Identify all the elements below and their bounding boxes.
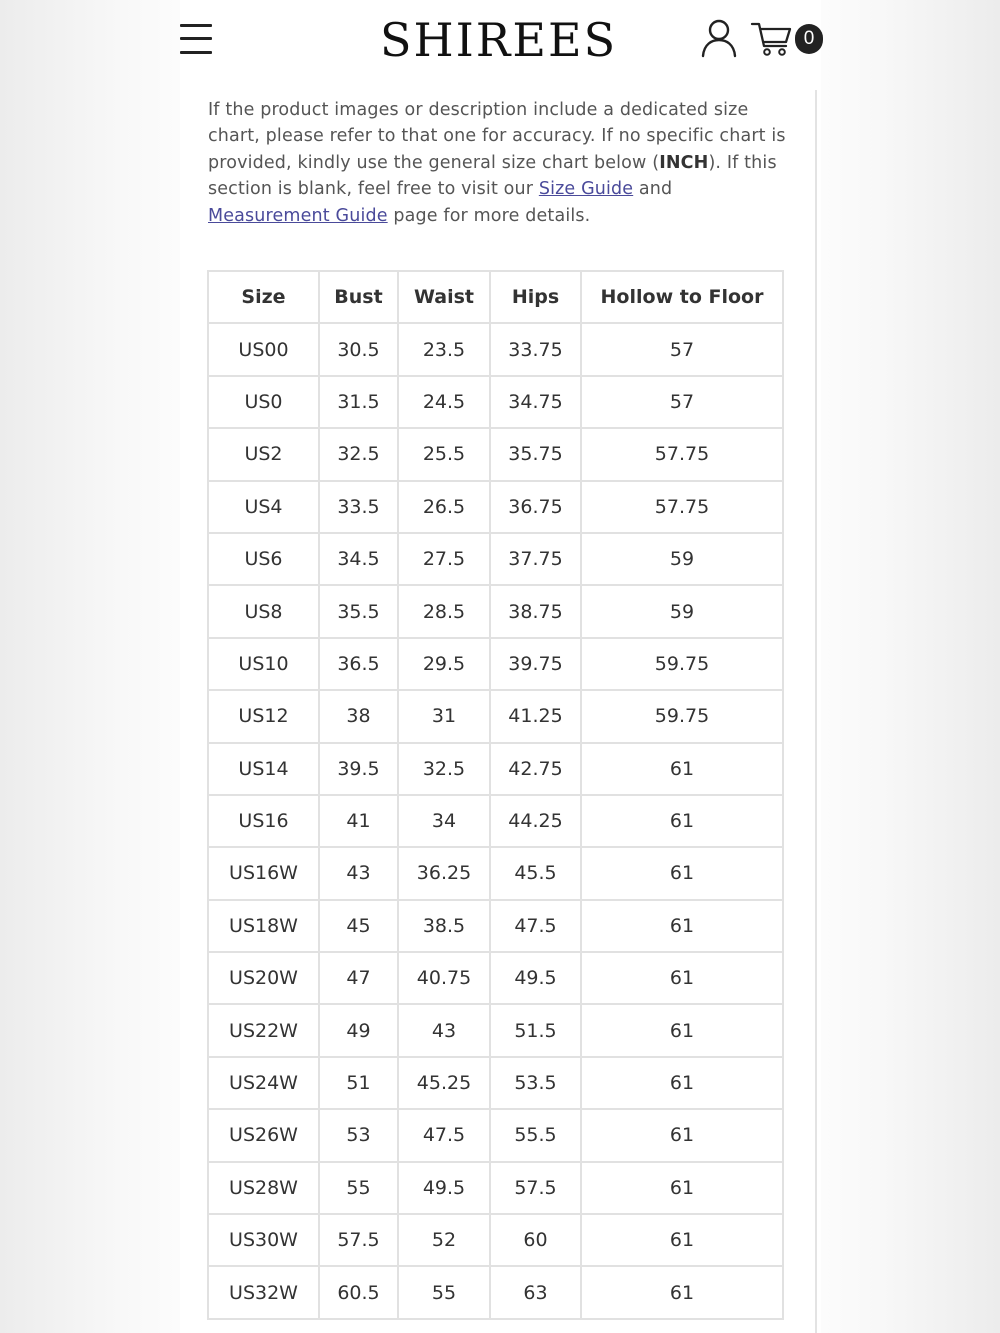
cell-hollow-to-floor: 61 [581, 952, 783, 1004]
cell-waist: 27.5 [398, 533, 490, 585]
cell-bust: 53 [319, 1109, 398, 1161]
cart-count-badge: 0 [795, 24, 823, 54]
cell-hollow-to-floor: 61 [581, 795, 783, 847]
cell-waist: 34 [398, 795, 490, 847]
cell-hips: 60 [490, 1214, 581, 1266]
cell-size: US26W [208, 1109, 319, 1161]
cell-bust: 51 [319, 1057, 398, 1109]
cell-hollow-to-floor: 59 [581, 533, 783, 585]
cell-hollow-to-floor: 61 [581, 900, 783, 952]
cell-hollow-to-floor: 61 [581, 1109, 783, 1161]
table-row [208, 1004, 783, 1056]
column-header-bust: Bust [319, 271, 398, 323]
cell-size: US22W [208, 1004, 319, 1056]
cell-waist: 28.5 [398, 585, 490, 637]
cell-hollow-to-floor: 59.75 [581, 690, 783, 742]
cell-size: US18W [208, 900, 319, 952]
cell-bust: 34.5 [319, 533, 398, 585]
column-header-hips: Hips [490, 271, 581, 323]
cell-waist: 45.25 [398, 1057, 490, 1109]
cell-size: US28W [208, 1162, 319, 1214]
cell-hips: 41.25 [490, 690, 581, 742]
table-row [208, 376, 783, 428]
table-row [208, 1057, 783, 1109]
cell-hollow-to-floor: 57.75 [581, 481, 783, 533]
table-row [208, 1266, 783, 1318]
scrollbar[interactable] [815, 90, 817, 1333]
table-row [208, 743, 783, 795]
cell-hips: 33.75 [490, 323, 581, 375]
table-row [208, 1162, 783, 1214]
cell-bust: 55 [319, 1162, 398, 1214]
site-header [180, 0, 821, 80]
intro-text-1: If the product images or description include a dedicated size chart, please refer to that one for accuracy. If no specific chart is provided, kindly use the general size chart below ( [208, 100, 786, 173]
cell-bust: 60.5 [319, 1266, 398, 1318]
column-header-waist: Waist [398, 271, 490, 323]
cell-size: US4 [208, 481, 319, 533]
cell-hips: 45.5 [490, 847, 581, 899]
cart-icon[interactable] [750, 18, 794, 58]
cell-hips: 42.75 [490, 743, 581, 795]
cell-size: US00 [208, 323, 319, 375]
size-chart-intro [208, 97, 793, 229]
cell-hips: 51.5 [490, 1004, 581, 1056]
cell-hips: 57.5 [490, 1162, 581, 1214]
measurement-guide-link[interactable]: Measurement Guide [208, 205, 388, 226]
cell-hips: 49.5 [490, 952, 581, 1004]
table-row [208, 795, 783, 847]
cell-waist: 55 [398, 1266, 490, 1318]
cell-size: US2 [208, 428, 319, 480]
cell-bust: 45 [319, 900, 398, 952]
cell-hips: 55.5 [490, 1109, 581, 1161]
cell-bust: 30.5 [319, 323, 398, 375]
cell-hollow-to-floor: 61 [581, 1057, 783, 1109]
cell-waist: 26.5 [398, 481, 490, 533]
table-row [208, 638, 783, 690]
cell-size: US12 [208, 690, 319, 742]
cell-bust: 49 [319, 1004, 398, 1056]
cell-hollow-to-floor: 61 [581, 1266, 783, 1318]
table-row [208, 323, 783, 375]
size-guide-link[interactable]: Size Guide [538, 179, 634, 200]
cell-bust: 47 [319, 952, 398, 1004]
cell-size: US30W [208, 1214, 319, 1266]
cell-bust: 32.5 [319, 428, 398, 480]
cell-hollow-to-floor: 59 [581, 585, 783, 637]
cell-waist: 49.5 [398, 1162, 490, 1214]
cell-size: US0 [208, 376, 319, 428]
unit-label: INCH [659, 152, 709, 173]
cell-waist: 40.75 [398, 952, 490, 1004]
cell-hips: 35.75 [490, 428, 581, 480]
cell-waist: 43 [398, 1004, 490, 1056]
cell-hips: 36.75 [490, 481, 581, 533]
cell-waist: 29.5 [398, 638, 490, 690]
cell-size: US32W [208, 1266, 319, 1318]
table-row [208, 481, 783, 533]
table-body [208, 323, 783, 1318]
cell-waist: 24.5 [398, 376, 490, 428]
cell-waist: 36.25 [398, 847, 490, 899]
table-row [208, 533, 783, 585]
cell-hips: 37.75 [490, 533, 581, 585]
column-header-hollow-to-floor: Hollow to Floor [581, 271, 783, 323]
cell-hips: 63 [490, 1266, 581, 1318]
intro-text-4: page for more details. [387, 205, 591, 226]
cell-size: US6 [208, 533, 319, 585]
cell-waist: 31 [398, 690, 490, 742]
table-row [208, 952, 783, 1004]
account-icon[interactable] [700, 18, 738, 58]
cell-size: US24W [208, 1057, 319, 1109]
size-chart-table [207, 270, 784, 1320]
table-row [208, 1214, 783, 1266]
cell-bust: 35.5 [319, 585, 398, 637]
cell-hips: 44.25 [490, 795, 581, 847]
table-row [208, 585, 783, 637]
cell-waist: 47.5 [398, 1109, 490, 1161]
table-row [208, 847, 783, 899]
table-row [208, 690, 783, 742]
intro-text-3: and [633, 179, 673, 200]
table-header-row [208, 271, 783, 323]
cell-hollow-to-floor: 57 [581, 323, 783, 375]
cell-hollow-to-floor: 61 [581, 847, 783, 899]
cell-bust: 31.5 [319, 376, 398, 428]
cell-hips: 34.75 [490, 376, 581, 428]
cell-hips: 47.5 [490, 900, 581, 952]
cell-size: US20W [208, 952, 319, 1004]
cell-hips: 39.75 [490, 638, 581, 690]
cell-hollow-to-floor: 61 [581, 1162, 783, 1214]
site-logo[interactable]: SHIREES [380, 13, 618, 67]
cell-bust: 43 [319, 847, 398, 899]
cell-waist: 32.5 [398, 743, 490, 795]
cell-size: US8 [208, 585, 319, 637]
table-row [208, 428, 783, 480]
table-row [208, 900, 783, 952]
cell-hips: 38.75 [490, 585, 581, 637]
page [180, 0, 821, 1333]
cell-bust: 41 [319, 795, 398, 847]
cell-hips: 53.5 [490, 1057, 581, 1109]
cell-waist: 38.5 [398, 900, 490, 952]
cell-bust: 33.5 [319, 481, 398, 533]
column-header-size: Size [208, 271, 319, 323]
table-row [208, 1109, 783, 1161]
cell-waist: 23.5 [398, 323, 490, 375]
cell-bust: 38 [319, 690, 398, 742]
cell-hollow-to-floor: 61 [581, 743, 783, 795]
cell-size: US10 [208, 638, 319, 690]
cell-size: US16W [208, 847, 319, 899]
intro-text-2: ). If this section is blank, feel free to visit our [208, 152, 777, 200]
cell-hollow-to-floor: 61 [581, 1214, 783, 1266]
cell-waist: 25.5 [398, 428, 490, 480]
cell-size: US16 [208, 795, 319, 847]
cell-bust: 36.5 [319, 638, 398, 690]
cell-size: US14 [208, 743, 319, 795]
cell-bust: 39.5 [319, 743, 398, 795]
cell-waist: 52 [398, 1214, 490, 1266]
cell-hollow-to-floor: 57 [581, 376, 783, 428]
cell-hollow-to-floor: 61 [581, 1004, 783, 1056]
hamburger-menu-icon[interactable] [180, 22, 212, 56]
cell-bust: 57.5 [319, 1214, 398, 1266]
cell-hollow-to-floor: 57.75 [581, 428, 783, 480]
cell-hollow-to-floor: 59.75 [581, 638, 783, 690]
